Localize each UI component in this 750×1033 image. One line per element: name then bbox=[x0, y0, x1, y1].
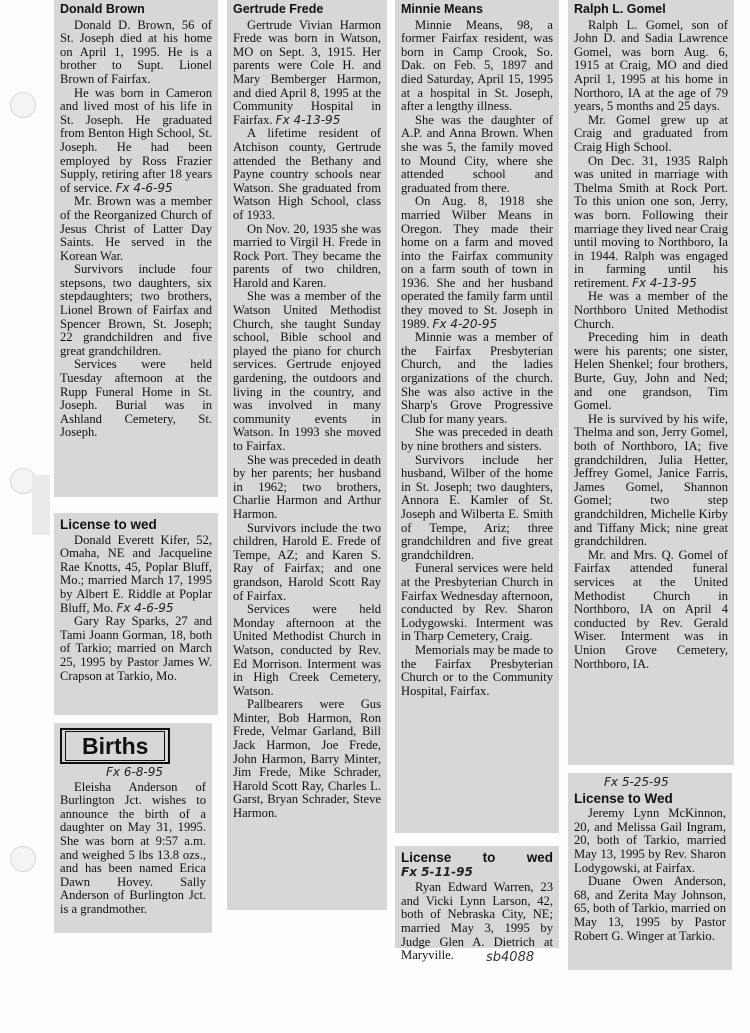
obituary-paragraph: Funeral services were held at the Presbyterian Church in Fairfax Wednesday afternoon, conducted by Rev. Sharon Lodygowski. Interment was in Tharp Cemetery, Craig. bbox=[401, 561, 553, 644]
obituary-paragraph: Mr. Brown was a member of the Reorganized Church of Jesus Christ of Latter Day Saints. He served in the Korean War. bbox=[60, 194, 212, 263]
license-entry: Jeremy Lynn McKinnon, 20, and Melissa Gail Ingram, 20, both of Tarkio, married May 13, 1995 by Rev. Sharon Lodygowski, at Fairfax. bbox=[574, 806, 726, 875]
handwritten-date-note: Fx 4-13-95 bbox=[275, 112, 341, 127]
obituary-paragraph: She was preceded in death by nine brothers and sisters. bbox=[401, 425, 553, 453]
obituary-paragraph: Mr. Gomel grew up at Craig and graduated from Craig High School. bbox=[574, 112, 728, 154]
births-clipping bbox=[54, 723, 212, 933]
obituary-paragraph: On Dec. 31, 1935 Ralph was united in marriage with Thelma Smith at Rock Port. To this union one son, Jerry, was born. Following their marriage they lived near Craig until moving to Northboro, Ia in 1944. Ralph was engaged in farming until his retirement. Fx 4-13-95 bbox=[574, 153, 728, 290]
obituary-donald-brown bbox=[54, 0, 218, 497]
obituary-paragraph: He was born in Cameron and lived most of his life in St. Joseph. He graduated from Benton High School, St. Joseph. He had been employed by Ross Frazier Supply, retiring after 18 years of service. Fx 4-6-95 bbox=[60, 85, 212, 195]
handwritten-date-note: Fx 4-6-95 bbox=[115, 180, 173, 195]
obituary-paragraph: Pallbearers were Gus Minter, Bob Harmon, Ron Frede, Velmar Garland, Bill Jack Harmon, Joe Frede, John Harmon, Barry Minter, Jim Frede, Mike Schrader, Harold Scott Ray, Charles L. Garst, Bryan Schrader, Steve Harmon. bbox=[233, 697, 381, 821]
obituary-paragraph: Minnie Means, 98, a former Fairfax resident, was born in Camp Crook, So. Dak. on Feb. 5, 1897 and died Saturday, April 15, 1995 at a hospital in St. Joseph, after a lengthy illness. bbox=[401, 17, 553, 114]
obituary-gertrude-frede bbox=[227, 0, 387, 910]
obituary-paragraph: He is survived by his wife, Thelma and son, Jerry Gomel, both of Northboro, IA; five grandchildren, Julia Hetter, Jeffrey Gomel, Janice Farris, James Gomel, Shannon Gomel; two step grandchildren, Michelle Kirby and Tiffany Mick; nine great grandchildren. bbox=[574, 411, 728, 549]
births-announcement: Eleisha Anderson of Burlington Jct. wishes to announce the birth of a daughter on May 31, 1995. She was born at 9:57 a.m. and weighed 5 lbs 13.8 ozs., and has been named Erica Dawn Hovey. Sally Anderson of Burlington Jct. is a grandmother. bbox=[60, 779, 206, 916]
obituary-title: Gertrude Frede bbox=[233, 2, 324, 16]
obituary-paragraph: Ralph L. Gomel, son of John D. and Sadia Lawrence Gomel, was born Aug. 6, 1915 at Craig, MO and died April 1, 1995 at his home in Northoro, IA at the age of 79 years, 5 months and 25 days. bbox=[574, 17, 728, 114]
handwritten-date-note: Fx 6-8-95 bbox=[106, 765, 164, 779]
births-header-box bbox=[60, 728, 170, 764]
handwritten-date-note: Fx 4-6-95 bbox=[116, 600, 174, 615]
license-to-wed-clipping-3 bbox=[568, 773, 732, 970]
license-to-wed-clipping-1 bbox=[54, 513, 218, 715]
obituary-paragraph: Minnie was a member of the Fairfax Presbyterian Church, and the ladies organizations of the church. She was also active in the Sharp's Grove Progressive Club for many years. bbox=[401, 330, 553, 426]
obituary-paragraph: Services were held Monday afternoon at the United Methodist Church in Watson, conducted by Rev. Ed Morrison. Interment was in High Creek Cemetery, Watson. bbox=[233, 602, 381, 698]
obituary-paragraph: Survivors include her husband, Wilber of the home in St. Joseph; two daughters, Annora E. Kamler of St. Joseph and Wilberta E. Smith of Tempe, Ariz; three grandchildren and five great grandchildren. bbox=[401, 452, 553, 562]
archive-stamp: sb4088 bbox=[486, 950, 535, 965]
obituary-paragraph: She was preceded in death by her parents; her husband in 1962; two brothers, Charlie Harmon and Arthur Harmon. bbox=[233, 452, 381, 521]
handwritten-date-note: Fx 4-20-95 bbox=[432, 316, 498, 331]
obituary-paragraph: Survivors include the two children, Harold E. Frede of Tempe, AZ; and Karen S. Ray of Fairfax; and one grandson, Harold Scott Ray of Fairfax. bbox=[233, 520, 381, 603]
obituary-title: Minnie Means bbox=[401, 2, 483, 16]
obituary-paragraph: Memorials may be made to the Fairfax Presbyterian Church or to the Community Hospital, Fairfax. bbox=[401, 642, 553, 698]
obituary-title: Donald Brown bbox=[60, 2, 145, 16]
handwritten-date-note: Fx 4-13-95 bbox=[632, 275, 697, 290]
births-title: Births bbox=[65, 731, 165, 761]
obituary-paragraph: She was the daughter of A.P. and Anna Brown. When she was 5, the family moved to Mound City, where she attended school and graduated from there. bbox=[401, 112, 553, 195]
obituary-title: Ralph L. Gomel bbox=[574, 2, 666, 16]
obituary-paragraph: Donald D. Brown, 56 of St. Joseph died at his home on April 1, 1995. He is a brother to Supt. Lionel Brown of Fairfax. bbox=[60, 17, 212, 86]
license-title: License to wed Fx 5-11-95 bbox=[401, 850, 553, 879]
handwritten-date-note: Fx 5-25-95 bbox=[604, 775, 669, 789]
binder-hole-top bbox=[10, 92, 36, 118]
license-entry: Donald Everett Kifer, 52, Omaha, NE and Jacqueline Rae Knotts, 45, Poplar Bluff, Mo.; married March 17, 1995 by Albert E. Riddle at Poplar Bluff, Mo. Fx 4-6-95 bbox=[60, 532, 212, 615]
obituary-paragraph: Services were held Tuesday afternoon at the Rupp Funeral Home in St. Joseph. Burial was in Ashland Cemetery, St. Joseph. bbox=[60, 357, 212, 440]
obituary-paragraph: Gertrude Vivian Harmon Frede was born in Watson, MO on Sept. 3, 1915. Her parents were Cole H. and Mary Bemberger Harmon, and died April 8, 1995 at the Community Hospital in Fairfax. Fx 4-13-95 bbox=[233, 17, 381, 127]
page-shadow bbox=[32, 475, 50, 535]
obituary-paragraph: He was a member of the Northboro United Methodist Church. bbox=[574, 289, 728, 331]
binder-hole-bottom bbox=[10, 846, 36, 872]
obituary-paragraph: On Aug. 8, 1918 she married Wilber Means in Oregon. They made their home on a farm and moved into the Fairfax community on a farm south of town in 1936. She and her husband operated the family farm until they moved to St. Joseph in 1989. Fx 4-20-95 bbox=[401, 194, 553, 331]
obituary-paragraph: On Nov. 20, 1935 she was married to Virgil H. Frede in Rock Port. They became the parents of two children, Harold and Karen. bbox=[233, 221, 381, 290]
obituary-paragraph: A lifetime resident of Atchison county, Gertrude attended the Bethany and Payne country schools near Watson. She graduated from Watson High School, class of 1933. bbox=[233, 126, 381, 222]
license-entry: Ryan Edward Warren, 23 and Vicki Lynn Larson, 42, both of Nebraska City, NE; married May 3, 1995 by Judge Glen A. Dietrich at Maryville. bbox=[401, 880, 553, 963]
obituary-minnie-means bbox=[395, 0, 559, 833]
obituary-paragraph: Mr. and Mrs. Q. Gomel of Fairfax attended funeral services at the United Methodist Church in Northboro, IA on April 4 conducted by Rev. Gerald Wiser. Interment was in Union Grove Cemetery, Northboro, IA. bbox=[574, 547, 728, 671]
license-title: License to wed bbox=[60, 517, 157, 532]
handwritten-date-note: Fx 5-11-95 bbox=[401, 864, 473, 879]
obituary-paragraph: She was a member of the Watson United Methodist Church, she taught Sunday school, Bible school and played the piano for church services. Gertrude enjoyed gardening, the outdoors and living in the country, and was involved in many community events in Watson. In 1993 she moved to Fairfax. bbox=[233, 289, 381, 453]
obituary-paragraph: Survivors include four stepsons, two daughters, six stepdaughters; two brothers, Lionel Brown of Fairfax and Spencer Brown, St. Joseph; 22 grandchildren and five great grandchildren. bbox=[60, 262, 212, 358]
license-entry: Duane Owen Anderson, 68, and Zerita May Johnson, 65, both of Tarkio, married on May 13, 1995 by Pastor Robert G. Winger at Tarkio. bbox=[574, 874, 726, 943]
license-entry: Gary Ray Sparks, 27 and Tami Joann Gorman, 18, both of Tarkio; married on March 25, 1995 by Pastor James W. Crapson at Tarkio, Mo. bbox=[60, 614, 212, 683]
obituary-paragraph: Preceding him in death were his parents; one sister, Helen Shenkel; four brothers, Burte, Guy, John and Ned; and one grandson, Tim Gomel. bbox=[574, 330, 728, 413]
license-title: License to Wed bbox=[574, 790, 673, 806]
obituary-ralph-gomel bbox=[568, 0, 734, 765]
